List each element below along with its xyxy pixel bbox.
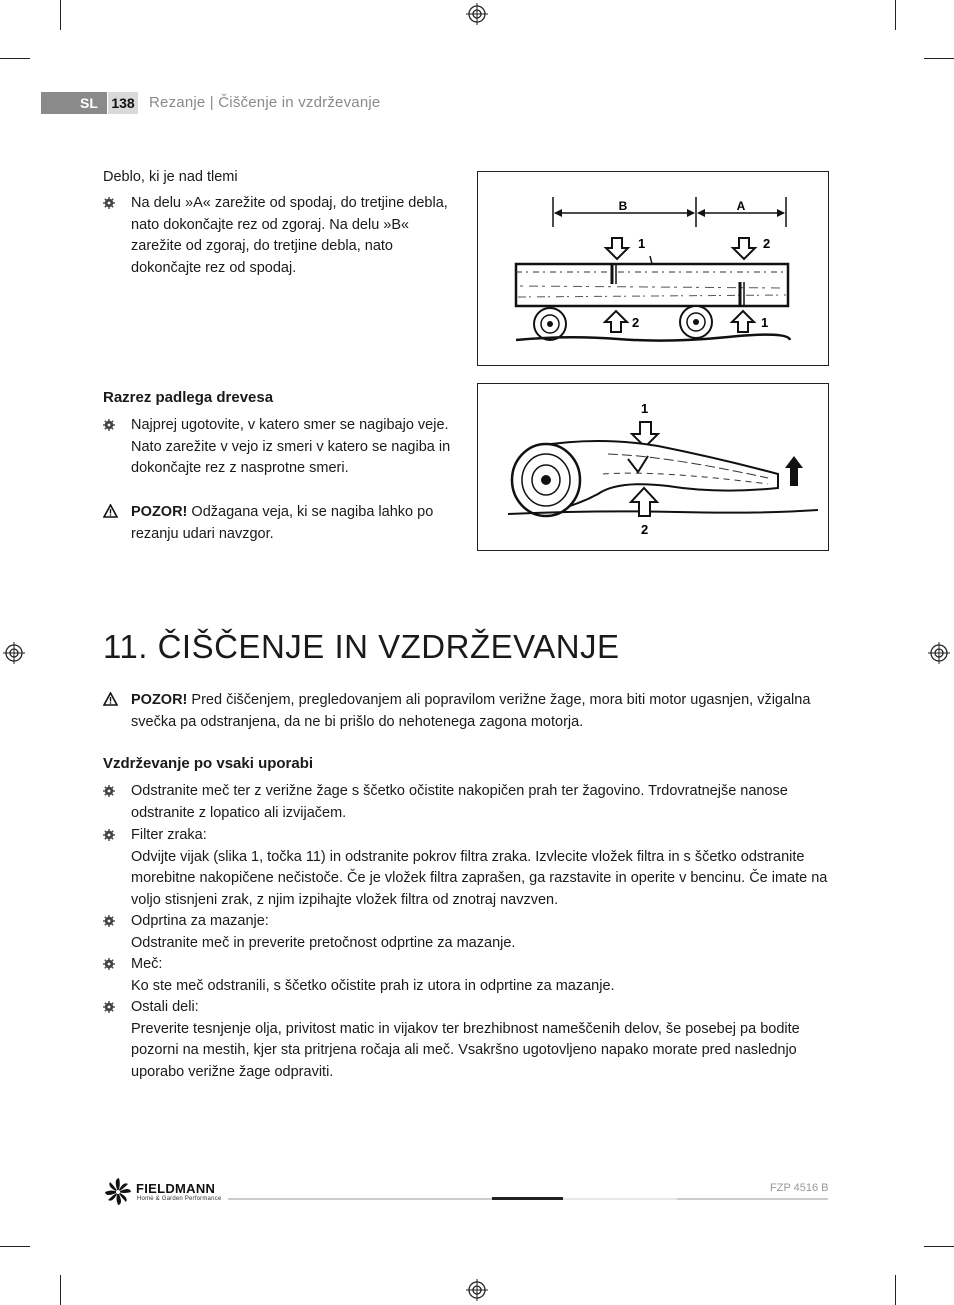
registration-mark-icon [928, 642, 950, 664]
chapter-title: 11. ČIŠČENJE IN VZDRŽEVANJE [103, 628, 620, 665]
log-diagram [478, 172, 828, 365]
crop-mark [895, 0, 896, 30]
model-number: FZP 4516 B [770, 1182, 829, 1194]
arrow-number: 1 [761, 315, 769, 330]
warning-label: POZOR! [131, 504, 188, 520]
brand-name: FIELDMANN [136, 1181, 216, 1196]
brand-tagline: Home & Garden Performance [137, 1196, 222, 1202]
fieldmann-logo-icon [103, 1177, 133, 1207]
crop-mark [924, 1246, 954, 1247]
list-item-text: Odvijte vijak (slika 1, točka 11) in odstranite pokrov filtra zraka. Izvlecite vložek filtra in s ščetko odstranite morebitne nakopičene nečistoče. Če je vložek filtra zaprašen, ga razstavite in operite v bencinu. Če imate na voljo stisnjeni zrak, z njim izpihajte vložek filtra od znotraj navzven. [131, 848, 828, 908]
warning-triangle-icon [103, 692, 118, 706]
list-item [103, 415, 463, 480]
warning-note [103, 690, 828, 733]
list-item [103, 825, 828, 911]
list-item-text: Najprej ugotovite, v katero smer se nagibajo veje. Nato zarežite v vejo iz smeri v katero se nagiba in dokončajte rez z nasprotne smeri. [131, 417, 451, 477]
header-page-number: 138 [108, 92, 138, 114]
fallen-tree-diagram [478, 384, 828, 550]
list-item [103, 997, 828, 1083]
arrow-number: 2 [763, 236, 771, 251]
list-item-title: Filter zraka: [131, 827, 207, 843]
arrow-number: 2 [632, 315, 640, 330]
list-item [103, 911, 828, 954]
arrow-number: 1 [641, 401, 649, 416]
gear-bullet-icon [103, 419, 115, 431]
warning-triangle-icon [103, 504, 118, 518]
footer-rule-accent [492, 1197, 563, 1200]
gear-bullet-icon [103, 829, 115, 841]
crop-mark [60, 1275, 61, 1305]
warning-label: POZOR! [131, 692, 188, 708]
gear-bullet-icon [103, 197, 115, 209]
dim-label-a: A [736, 199, 746, 213]
warning-text: Odžagana veja, ki se nagiba lahko po rezanju udari navzgor. [131, 504, 434, 542]
list-item-text: Odstranite meč in preverite pretočnost odprtine za mazanje. [131, 934, 516, 951]
list-item-title: Ostali deli: [131, 999, 199, 1015]
list-item-title: Odprtina za mazanje: [131, 913, 269, 929]
dim-label-b: B [618, 199, 628, 213]
arrow-number: 2 [641, 522, 649, 537]
list-item [103, 954, 828, 997]
gear-bullet-icon [103, 785, 115, 797]
header-language: SL [80, 95, 98, 111]
footer-rule-light [563, 1198, 677, 1200]
list-item-text: Ko ste meč odstranili, s ščetko očistite prah iz utora in odprtine za mazanje. [131, 977, 615, 994]
registration-mark-icon [466, 1279, 488, 1301]
warning-text: Pred čiščenjem, pregledovanjem ali popravilom verižne žage, mora biti motor ugasnjen, vžigalna svečka pa odstranjena, da ne bi prišlo do nehotenega zagona motorja. [131, 692, 811, 730]
crop-mark [895, 1275, 896, 1305]
list-item [103, 781, 828, 824]
maintenance-heading: Vzdrževanje po vsaki uporabi [103, 755, 314, 772]
gear-bullet-icon [103, 958, 115, 970]
figure-fallen-tree [477, 383, 829, 551]
registration-mark-icon [466, 3, 488, 25]
gear-bullet-icon [103, 1001, 115, 1013]
gear-bullet-icon [103, 915, 115, 927]
crop-mark [0, 1246, 30, 1247]
list-item-text: Preverite tesnjenje olja, privitost matic in vijakov ter brezhibnost nameščenih delov, še posebej pa bodite pozorni na mestih, kjer sta pritrjena ročaja ali meč. Vsakršno ugotovljeno napako morate pred naslednjo uporabo verižne žage odpraviti. [131, 1020, 800, 1080]
list-item [103, 193, 463, 279]
list-item-title: Meč: [131, 956, 163, 972]
section2-heading: Razrez padlega drevesa [103, 389, 274, 406]
crop-mark [924, 58, 954, 59]
registration-mark-icon [3, 642, 25, 664]
list-item-text: Odstranite meč ter z verižne žage s ščetko očistite nakopičen prah ter žagovino. Trdovratnejše nanose odstranite z lopatico ali izvijačem. [131, 783, 788, 821]
section1-subtitle: Deblo, ki je nad tlemi [103, 169, 238, 185]
figure-log-above-ground [477, 171, 829, 366]
list-item-text: Na delu »A« zarežite od spodaj, do tretjine debla, nato dokončajte rez od zgoraj. Na delu »B« zarežite od zgoraj, do tretjine debla, nato dokončajte rez od spodaj. [131, 195, 448, 276]
crop-mark [60, 0, 61, 30]
header-section-title: Rezanje | Čiščenje in vzdrževanje [149, 94, 381, 111]
arrow-number: 1 [638, 236, 646, 251]
crop-mark [0, 58, 30, 59]
warning-note [103, 502, 463, 545]
